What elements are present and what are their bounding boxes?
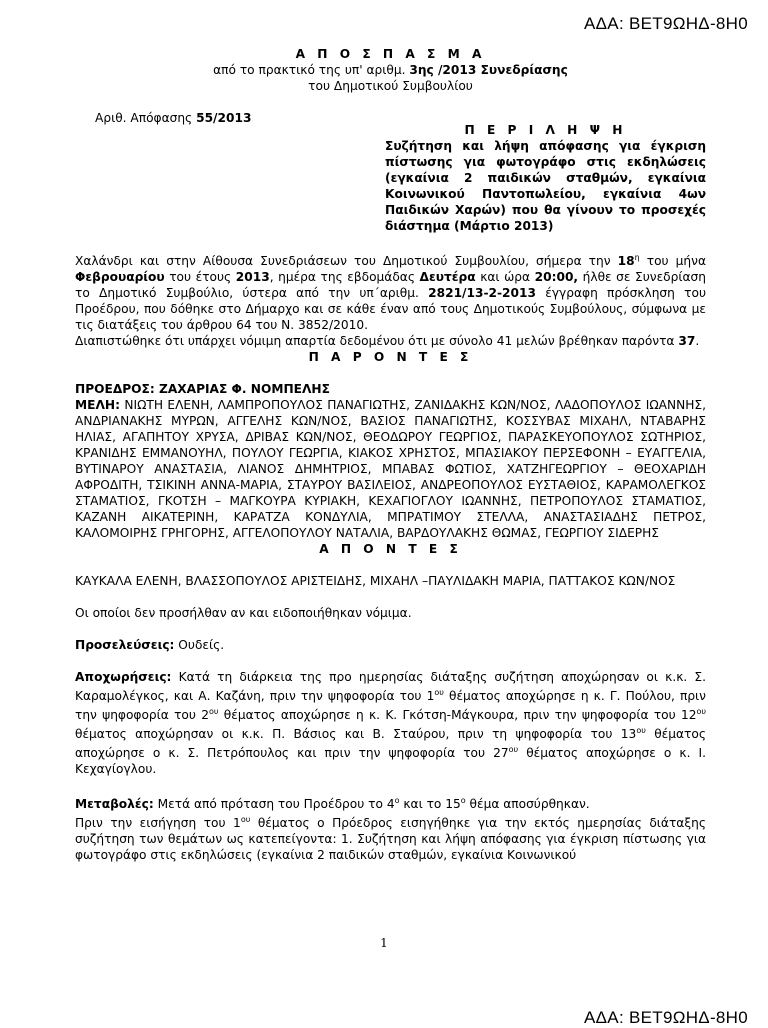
arrivals-line: Προσελεύσεις: Ουδείς. [75, 638, 225, 653]
decision-number [95, 110, 251, 126]
absent-list: ΚΑΥΚΑΛΑ ΕΛΕΝΗ, ΒΛΑΣΣΟΠΟΥΛΟΣ ΑΡΙΣΤΕΙΔΗΣ, ΜΙΧΑΗΛ –ΠΑΥΛΙΔΑΚΗ ΜΑΡΙΑ, ΠΑΤΤΑΚΟΣ ΚΩΝ/ΝΟΣ [75, 574, 676, 589]
council-line: του Δημοτικού Συμβουλίου [308, 79, 473, 93]
page-number: 1 [380, 936, 388, 950]
urgent-items-paragraph: Πριν την εισήγηση του $1^{o\upsilon}$ θέματος ο Πρόεδρος εισηγήθηκε για την εκτός ημερησίας διάταξης συζήτηση των θεμάτων ως κατεπείγοντα: 1. Συζήτηση και λήψη απόφασης για έγκριση πίστωσης για φωτογράφο στις εκδηλώσεις (εγκαίνια 2 παιδικών σταθμών, εγκαίνια Κοινωνικού [75, 815, 706, 863]
ada-code-top: ΑΔΑ: ΒΕΤ9ΩΗΔ-8Η0 [584, 14, 748, 33]
decision-block [75, 110, 706, 250]
members-list: ΜΕΛΗ: ΝΙΩΤΗ ΕΛΕΝΗ, ΛΑΜΠΡΟΠΟΥΛΟΣ ΠΑΝΑΓΙΩΤΗΣ, ΖΑΝΙΔΑΚΗΣ ΚΩΝ/ΝΟΣ, ΛΑΔΟΠΟΥΛΟΣ ΙΩΑΝΝΗΣ, ΑΝΔΡΙΑΝΑΚΗΣ ΜΥΡΩΝ, ΑΓΓΕΛΗΣ ΚΩΝ/ΝΟΣ, ΒΑΣΙΟΣ ΠΑΝΑΓΙΩΤΗΣ, ΚΟΣΣΥΒΑΣ ΜΙΧΑΗΛ, ΝΤΑΒΑΡΗΣ ΗΛΙΑΣ, ΑΓΑΠΗΤΟΥ ΧΡΥΣΑ, ΔΡΙΒΑΣ ΚΩΝ/ΝΟΣ, ΘΕΟΔΩΡΟΥ ΓΕΩΡΓΙΟΣ, ΠΑΡΑΣΚΕΥΟΠΟΥΛΟΣ ΣΩΤΗΡΙΟΣ, ΚΡΑΝΙΔΗΣ ΕΜΜΑΝΟΥΗΛ, ΠΟΥΛΟΥ ΓΕΩΡΓΙΑ, ΚΙΑΚΟΣ ΧΡΗΣΤΟΣ, ΜΠΑΣΙΑΚΟΥ ΠΕΡΣΕΦΟΝΗ – ΕΥΑΓΓΕΛΙΑ, ΒΥΤΙΝΑΡΟΥ ΑΝΑΣΤΑΣΙΑ, ΛΙΑΝΟΣ ΔΗΜΗΤΡΙΟΣ, ΜΠΑΒΑΣ ΦΩΤΙΟΣ, ΧΑΤΖΗΓΕΩΡΓΙΟΥ – ΘΕΟΧΑΡΙΔΗ ΑΦΡΟΔΙΤΗ, ΤΣΙΚΙΝΗ ΑΝΝΑ-ΜΑΡΙΑ, ΣΤΑΥΡΟΥ ΒΑΣΙΛΕΙΟΣ, ΑΝΔΡΕΟΠΟΥΛΟΣ ΕΥΣΤΑΘΙΟΣ, ΚΑΡΑΜΟΛΕΓΚΟΣ ΣΤΑΜΑΤΙΟΣ, ΓΚΟΤΣΗ – ΜΑΓΚΟΥΡΑ ΚΥΡΙΑΚΗ, ΚΕΧΑΓΙΟΓΛΟΥ ΙΩΑΝΝΗΣ, ΠΕΤΡΟΠΟΥΛΟΣ ΣΤΑΜΑΤΙΟΣ, ΚΑΖΑΝΗ ΑΙΚΑΤΕΡΙΝΗ, ΚΑΡΑΤΖΑ ΚΟΝΔΥΛΙΑ, ΜΠΡΑΤΙΜΟΥ ΣΤΕΛΛΑ, ΑΝΑΣΤΑΣΙΑΔΗΣ ΠΕΤΡΟΣ, ΚΑΛΟΜΟΙΡΗΣ ΓΡΗΓΟΡΗΣ, ΑΓΓΕΛΟΠΟΥΛΟΥ ΝΑΤΑΛΙΑ, ΒΑΡΔΟΥΛΑΚΗΣ ΘΩΜΑΣ, ΓΕΩΡΓΙΟΥ ΣΙΔΕΡΗΣ [75, 398, 706, 541]
summary-text: Συζήτηση και λήψη απόφασης για έγκριση πίστωσης για φωτογράφο στις εκδηλώσεις (εγκαίνια 2 παιδικών σταθμών, εγκαίνια Κοινωνικού Παντοπωλείου, εγκαίνια 4ων Παιδικών Χαρών) που θα γίνουν το προσεχές διάστημα (Μάρτιο 2013) [385, 139, 706, 233]
summary-title: Π Ε Ρ Ι Λ Η Ψ Η [464, 123, 627, 137]
decision-value: 55/2013 [196, 111, 252, 125]
chairman: ΠΡΟΕΔΡΟΣ: ΖΑΧΑΡΙΑΣ Φ. ΝΟΜΠΕΛΗΣ [75, 382, 330, 397]
session-number: 3ης /2013 Συνεδρίασης [409, 63, 568, 77]
quorum-line: Διαπιστώθηκε ότι υπάρχει νόμιμη απαρτία δεδομένου ότι με σύνολο 41 μελών βρέθηκαν παρόντα 37. [75, 334, 700, 349]
absent-title: Α Π Ο Ν Τ Ε Σ [319, 542, 462, 557]
summary-box [385, 122, 706, 234]
changes-line: Μεταβολές: Μετά από πρόταση του Προέδρου το $4^o$ και το $15^o$ θέμα αποσύρθηκαν. [75, 796, 590, 812]
present-title: Π Α Ρ Ο Ν Τ Ε Σ [308, 350, 473, 365]
document-title: Α Π Ο Σ Π Α Σ Μ Α [295, 47, 486, 61]
document-body [75, 46, 706, 863]
minutes-reference [75, 62, 706, 78]
intro-paragraph: Χαλάνδρι και στην Αίθουσα Συνεδριάσεων του Δημοτικού Συμβουλίου, σήμερα την $18^\eta$ του μήνα Φεβρουαρίου του έτους 2013, ημέρα της εβδομάδας Δευτέρα και ώρα 20:00, ήλθε σε Συνεδρίαση το Δημοτικό Συμβούλιο, ύστερα από την υπ΄αριθμ. 2821/13-2-2013 έγγραφη πρόσκληση του Προέδρου, που δόθηκε στο Δήμαρχο και σε κάθε έναν από τους Δημοτικούς Συμβούλους, σύμφωνα με τις διατάξεις του άρθρου 64 του Ν. 3852/2010. [75, 253, 706, 333]
ada-code-bottom: ΑΔΑ: ΒΕΤ9ΩΗΔ-8Η0 [584, 1008, 748, 1027]
minutes-reference-text: από το πρακτικό της υπ' αριθμ. [213, 63, 406, 77]
departures-paragraph: Αποχωρήσεις: Κατά τη διάρκεια της προ ημερησίας διάταξης συζήτηση αποχώρησαν οι κ.κ. Σ. Καραμολέγκος, και Α. Καζάνη, πριν την ψηφοφορία του $1^{o\upsilon}$ θέματος αποχώρησε η κ. Γ. Πούλου, πριν την ψηφοφορία του $2^{o\upsilon}$ θέματος αποχώρησε η κ. Κ. Γκότση-Μάγκουρα, πριν την ψηφοφορία του $12^{o\upsilon}$ θέματος αποχώρησαν οι κ.κ. Π. Βάσιος και Β. Σταύρου, πριν τη ψηφοφορία του $13^{o\upsilon}$ θέματος αποχώρησε ο κ. Σ. Πετρόπουλος και πριν την ψηφοφορία του $27^{o\upsilon}$ θέματος αποχώρησε ο κ. Ι. Κεχαγίογλου. [75, 670, 707, 777]
absent-note: Οι οποίοι δεν προσήλθαν αν και ειδοποιήθηκαν νόμιμα. [75, 606, 412, 621]
decision-label: Αριθ. Απόφασης [95, 111, 193, 125]
